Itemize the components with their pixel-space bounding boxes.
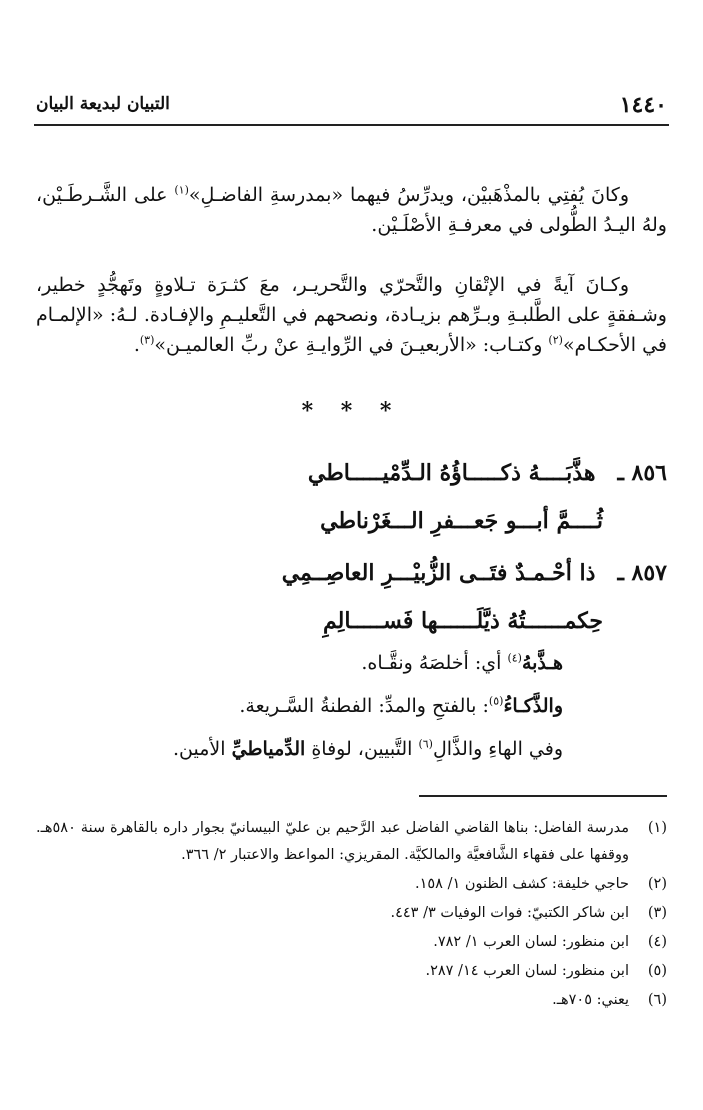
page-number: ١٤٤٠ — [619, 92, 667, 118]
running-title: التبيان لبديعة البيان — [36, 94, 170, 114]
footnote-ref-4[interactable]: (٤) — [507, 651, 522, 665]
footnote-ref-1[interactable]: (١) — [174, 183, 189, 197]
footnote-number-2: (٢) — [647, 876, 667, 892]
footnote-ref-6[interactable]: (٦) — [418, 737, 433, 751]
footnote-1 — [36, 815, 667, 869]
verse-857-first-hemistich — [282, 560, 667, 586]
footnote-rule — [419, 795, 667, 797]
verse-number-856: ٨٥٦ ـ — [617, 460, 667, 486]
gloss-1-term: هـذَّبهُ — [521, 652, 563, 674]
footnote-text-2: حاجي خليفة: كشف الظنون ١/ ١٥٨. — [415, 876, 629, 892]
footnote-text-1: مدرسة الفاضل: بناها القاضي الفاضل عبد الرَّحيم بن عليّ البيسانيّ بجوار داره بالقاهرة سنة ٥٨٠هـ. ووقفها على فقهاء الشَّافعيَّة والمالكيَّة. المقريزي: المواعظ والاعتبار ٢/ ٣٦٦. — [36, 820, 629, 863]
gloss-1 — [361, 652, 563, 674]
footnote-number-5: (٥) — [647, 963, 667, 979]
gloss-3 — [173, 738, 563, 760]
footnote-4 — [36, 929, 667, 956]
footnote-number-3: (٣) — [647, 905, 667, 921]
gloss-3-text-c: الأمين. — [173, 738, 232, 760]
footnote-text-4: ابن منظور: لسان العرب ١/ ٧٨٢. — [433, 934, 629, 950]
footnote-text-3: ابن شاكر الكتبيّ: فوات الوفيات ٣/ ٤٤٣. — [390, 905, 629, 921]
paragraph-2-text-b: وكتـاب: «الأربعيـنَ في الرِّوايـةِ عنْ ربِّ العالميـن» — [154, 334, 549, 356]
footnote-ref-2[interactable]: (٢) — [548, 333, 563, 347]
gloss-2-text: : بالفتحِ والمدِّ: الفطنةُ السَّـريعة. — [239, 695, 489, 717]
paragraph-1 — [36, 180, 667, 240]
paragraph-2-text-a: وكـانَ آيةً في الإتْقانِ والتَّحرّي والتَّحريـر، معَ كثـرَة تـلاوةٍ وتَهجُّدٍ خطير، وشـفقةٍ على الطَّلبـةِ وبـرِّهم بزيـادة، ونصحهم في التَّعليـمِ والإفـادة. لـهُ: «الإلمـام في الأحكـام» — [36, 274, 667, 356]
gloss-3-text-a: وفي الهاءِ والذَّالِ — [432, 738, 563, 760]
gloss-2-term: والذَّكـاءُ — [503, 695, 563, 717]
footnote-6 — [36, 987, 667, 1014]
section-separator: * * * — [301, 398, 402, 424]
paragraph-2 — [36, 270, 667, 360]
gloss-1-text: أي: أخلصَهُ ونقَّـاه. — [361, 652, 508, 674]
footnote-number-4: (٤) — [647, 934, 667, 950]
paragraph-1-text-c: الشَّـرطَـيْن، ولهُ اليـدُ الطُّولى في معرفـةِ الأصْلَـيْن. — [36, 184, 667, 236]
footnote-number-6: (٦) — [647, 992, 667, 1008]
footnote-ref-3[interactable]: (٣) — [139, 333, 155, 347]
footnote-3 — [36, 900, 667, 927]
verse-857-second-hemistich: حِكمــــــتُهُ ذيَّلَــــــها فَســـــالِمِ — [322, 608, 603, 634]
verse-856-second-hemistich: ثُــــمَّ أبـــو جَعـــفرِ الـــغَرْناطي — [320, 508, 603, 534]
footnote-number-1: (١) — [647, 820, 667, 836]
verse-856-text-a: هذَّبَــــهُ ذكـــــاؤُهُ الـدِّمْيـــــاطي — [307, 460, 596, 486]
footnote-5 — [36, 958, 667, 985]
verse-857-text-a: ذا أحْـمـدٌ فتَــى الزُّبيْـــرِ العاصِــمِي — [281, 560, 596, 586]
footnote-text-5: ابن منظور: لسان العرب ١٤/ ٢٨٧. — [425, 963, 629, 979]
gloss-2 — [239, 695, 563, 717]
verse-number-857: ٨٥٧ ـ — [617, 560, 667, 586]
paragraph-1-text-a: وكانَ يُفتِي بالمذْهَبيْن، ويدرِّسُ فيهما «بمدرسةِ الفاضـلِ» — [188, 184, 629, 206]
paragraph-2-text-c: . — [133, 334, 140, 356]
verse-856-first-hemistich — [308, 460, 667, 486]
gloss-3-term: الدِّمياطيِّ — [231, 738, 306, 760]
page-header — [36, 92, 667, 120]
footnote-ref-5[interactable]: (٥) — [488, 694, 504, 708]
gloss-3-text-b: التَّبيين، لوفاةِ — [305, 738, 419, 760]
footnote-2 — [36, 871, 667, 898]
footnotes — [36, 815, 667, 1016]
paragraph-1-text-b: على — [133, 184, 175, 206]
header-rule — [34, 124, 669, 126]
footnote-text-6: يعني: ٧٠٥هـ. — [552, 992, 629, 1008]
